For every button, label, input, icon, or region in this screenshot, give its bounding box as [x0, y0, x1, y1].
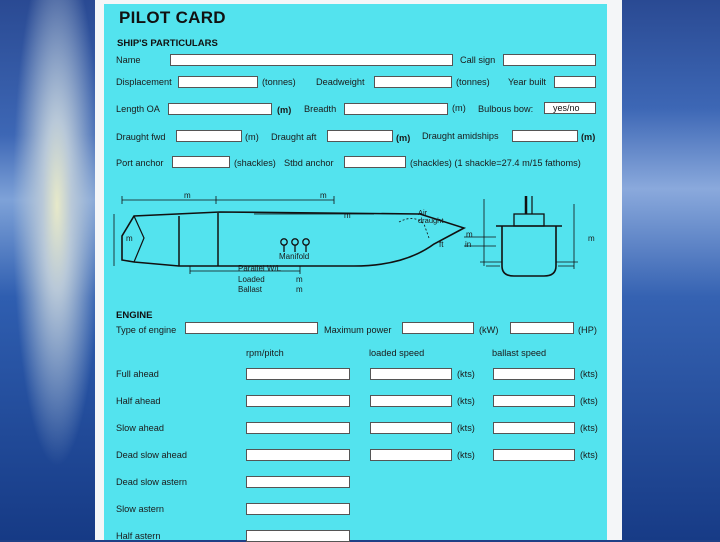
rpm-field[interactable]: [246, 530, 350, 542]
ship-diagram: [104, 4, 607, 304]
loaded-speed-field[interactable]: [370, 449, 452, 461]
col-header-loaded: loaded speed: [369, 348, 425, 358]
dim-label-m4: m: [126, 234, 133, 243]
parallel-wl-label: Parallel W/L: [238, 264, 282, 273]
ballast-speed-unit: (kts): [580, 423, 598, 433]
draught-fwd-unit: (m): [245, 132, 259, 142]
stbd-anchor-label: Stbd anchor: [284, 158, 334, 168]
ballast-unit: m: [296, 285, 303, 294]
page-title: PILOT CARD: [119, 8, 226, 27]
loaded-speed-unit: (kts): [457, 450, 475, 460]
air-draught-label-2: draught: [418, 216, 444, 225]
sea-backdrop-right: [622, 0, 720, 540]
engine-row-label: Dead slow astern: [116, 477, 187, 487]
bulbous-bow-value: yes/no: [553, 103, 580, 113]
deadweight-label: Deadweight: [316, 77, 365, 87]
manifold-label: Manifold: [279, 252, 310, 261]
bulbous-bow-label: Bulbous bow:: [478, 104, 534, 114]
ballast-speed-unit: (kts): [580, 450, 598, 460]
engine-row-label: Full ahead: [116, 369, 159, 379]
engine-row-label: Slow ahead: [116, 423, 165, 433]
name-label: Name: [116, 55, 141, 65]
ballast-speed-unit: (kts): [580, 396, 598, 406]
ballast-speed-field[interactable]: [493, 422, 575, 434]
rpm-field[interactable]: [246, 422, 350, 434]
displacement-unit: (tonnes): [262, 77, 296, 87]
engine-type-field[interactable]: [185, 322, 318, 334]
dim-label-m3: m: [344, 211, 351, 220]
air-draught-unit-ft: ft: [439, 240, 444, 249]
draught-fwd-label: Draught fwd: [116, 132, 166, 142]
air-draught-label-1: Air: [418, 208, 428, 217]
sea-backdrop-left: [0, 0, 95, 540]
engine-row-label: Half astern: [116, 531, 161, 541]
air-draught-unit-in: in: [465, 240, 472, 249]
engine-row-label: Slow astern: [116, 504, 165, 514]
particulars-heading: SHIP'S PARTICULARS: [117, 38, 218, 49]
ballast-label: Ballast: [238, 285, 263, 294]
draught-amidships-unit: (m): [581, 132, 596, 142]
dim-label-m2: m: [320, 191, 327, 200]
loaded-speed-unit: (kts): [457, 369, 475, 379]
rpm-field[interactable]: [246, 395, 350, 407]
breadth-unit: (m): [452, 103, 466, 113]
max-power-label: Maximum power: [324, 325, 392, 335]
length-oa-label: Length OA: [116, 104, 160, 114]
air-draught-unit-m: m: [466, 230, 473, 239]
ballast-speed-unit: (kts): [580, 369, 598, 379]
col-header-rpm: rpm/pitch: [246, 348, 284, 358]
rpm-field[interactable]: [246, 476, 350, 488]
rpm-field[interactable]: [246, 503, 350, 515]
loaded-speed-field[interactable]: [370, 422, 452, 434]
draught-amidships-label: Draught amidships: [422, 131, 499, 141]
loaded-speed-unit: (kts): [457, 396, 475, 406]
ballast-speed-field[interactable]: [493, 368, 575, 380]
port-anchor-unit: (shackles): [234, 158, 276, 168]
max-power-kw-field[interactable]: [402, 322, 474, 334]
loaded-unit: m: [296, 275, 303, 284]
engine-type-label: Type of engine: [116, 325, 177, 335]
port-anchor-label: Port anchor: [116, 158, 164, 168]
loaded-label: Loaded: [238, 275, 265, 284]
year-built-label: Year built: [508, 77, 546, 87]
max-power-kw-unit: (kW): [479, 325, 499, 335]
ballast-speed-field[interactable]: [493, 395, 575, 407]
shackle-note: (shackles) (1 shackle=27.4 m/15 fathoms): [410, 158, 581, 168]
ballast-speed-field[interactable]: [493, 449, 575, 461]
rpm-field[interactable]: [246, 368, 350, 380]
section-unit-m: m: [588, 234, 595, 243]
draught-aft-label: Draught aft: [271, 132, 317, 142]
rpm-field[interactable]: [246, 449, 350, 461]
max-power-hp-field[interactable]: [510, 322, 574, 334]
deadweight-unit: (tonnes): [456, 77, 490, 87]
engine-row-label: Half ahead: [116, 396, 161, 406]
loaded-speed-unit: (kts): [457, 423, 475, 433]
loaded-speed-field[interactable]: [370, 368, 452, 380]
col-header-ballast: ballast speed: [492, 348, 547, 358]
loaded-speed-field[interactable]: [370, 395, 452, 407]
pilot-card: [104, 4, 607, 540]
displacement-label: Displacement: [116, 77, 172, 87]
engine-heading: ENGINE: [116, 310, 153, 321]
draught-aft-unit: (m): [396, 133, 411, 143]
breadth-label: Breadth: [304, 104, 337, 114]
length-oa-unit: (m): [277, 105, 292, 115]
engine-row-label: Dead slow ahead: [116, 450, 187, 460]
call-sign-label: Call sign: [460, 55, 496, 65]
max-power-hp-unit: (HP): [578, 325, 597, 335]
dim-label-m1: m: [184, 191, 191, 200]
